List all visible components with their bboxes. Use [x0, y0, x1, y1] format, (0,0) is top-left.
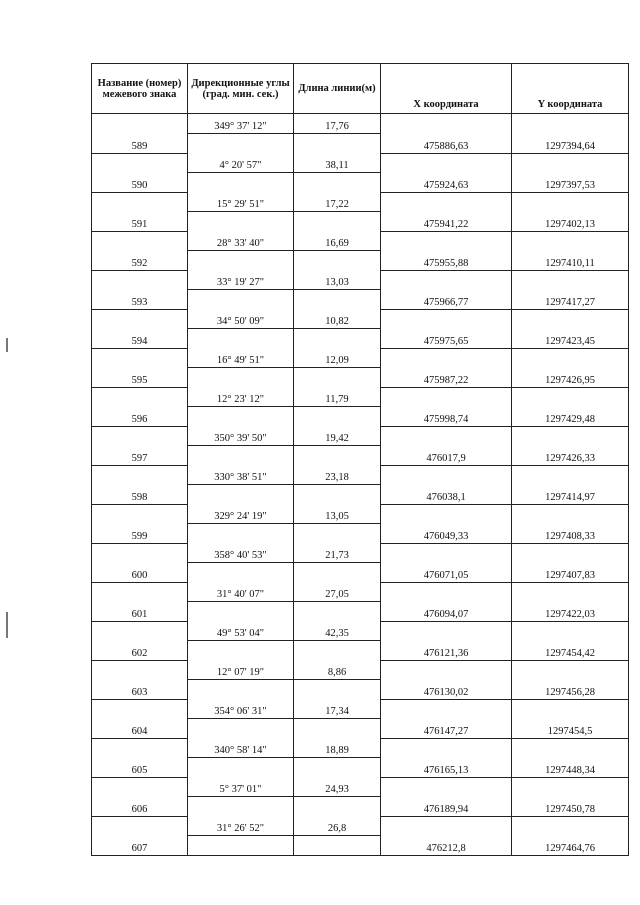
segment-angle: 31° 40' 07"	[188, 582, 294, 602]
y-coordinate: 1297426,95	[512, 368, 629, 388]
segment-length: 13,03	[294, 270, 381, 290]
segment-length: 17,34	[294, 699, 381, 719]
segment-length: 8,86	[294, 660, 381, 680]
table-row	[92, 797, 629, 817]
y-coordinate: 1297402,13	[512, 212, 629, 232]
mark-name: 590	[92, 173, 188, 193]
y-coordinate: 1297429,48	[512, 407, 629, 427]
table-row	[92, 329, 629, 349]
segment-angle: 354° 06' 31"	[188, 699, 294, 719]
table-row	[92, 192, 629, 212]
table-row	[92, 602, 629, 622]
segment-length: 17,22	[294, 192, 381, 212]
scan-artifact	[6, 612, 8, 638]
y-coordinate: 1297407,83	[512, 563, 629, 583]
table-row	[92, 738, 629, 758]
mark-name: 593	[92, 290, 188, 310]
x-coordinate: 476147,27	[381, 719, 512, 739]
mark-name: 604	[92, 719, 188, 739]
y-coordinate: 1297410,11	[512, 251, 629, 271]
segment-length: 38,11	[294, 153, 381, 173]
table-row	[92, 387, 629, 407]
x-coordinate: 475966,77	[381, 290, 512, 310]
x-coordinate: 476165,13	[381, 758, 512, 778]
table-row	[92, 563, 629, 583]
table-row	[92, 290, 629, 310]
segment-angle: 349° 37' 12"	[188, 114, 294, 134]
segment-length: 11,79	[294, 387, 381, 407]
mark-name: 599	[92, 524, 188, 544]
mark-name: 594	[92, 329, 188, 349]
table-row	[92, 309, 629, 329]
x-coordinate: 476121,36	[381, 641, 512, 661]
table-row	[92, 543, 629, 563]
segment-angle: 49° 53' 04"	[188, 621, 294, 641]
table-body	[92, 114, 629, 856]
mark-name: 603	[92, 680, 188, 700]
y-coordinate: 1297454,5	[512, 719, 629, 739]
mark-name: 597	[92, 446, 188, 466]
mark-name: 595	[92, 368, 188, 388]
x-coordinate: 476071,05	[381, 563, 512, 583]
segment-angle: 5° 37' 01"	[188, 777, 294, 797]
mark-name: 600	[92, 563, 188, 583]
y-coordinate: 1297456,28	[512, 680, 629, 700]
x-coordinate: 475987,22	[381, 368, 512, 388]
mark-name: 607	[92, 836, 188, 856]
segment-angle: 12° 07' 19"	[188, 660, 294, 680]
segment-length: 12,09	[294, 348, 381, 368]
x-coordinate: 476049,33	[381, 524, 512, 544]
y-coordinate: 1297422,03	[512, 602, 629, 622]
x-coordinate: 476017,9	[381, 446, 512, 466]
table-row	[92, 758, 629, 778]
table-row	[92, 485, 629, 505]
header-name: Название (номер) межевого знака	[92, 64, 188, 114]
y-coordinate: 1297417,27	[512, 290, 629, 310]
segment-length: 17,76	[294, 114, 381, 134]
mark-name: 602	[92, 641, 188, 661]
segment-angle: 329° 24' 19"	[188, 504, 294, 524]
segment-angle: 33° 19' 27"	[188, 270, 294, 290]
segment-length: 21,73	[294, 543, 381, 563]
header-x: X координата	[381, 64, 512, 114]
mark-name: 592	[92, 251, 188, 271]
table-row	[92, 426, 629, 446]
x-coordinate: 475955,88	[381, 251, 512, 271]
mark-name: 605	[92, 758, 188, 778]
table-row	[92, 504, 629, 524]
segment-angle: 358° 40' 53"	[188, 543, 294, 563]
segment-length: 16,69	[294, 231, 381, 251]
segment-angle: 12° 23' 12"	[188, 387, 294, 407]
header-angle: Дирекционные углы (град. мин. сек.)	[188, 64, 294, 114]
segment-angle: 16° 49' 51"	[188, 348, 294, 368]
y-coordinate: 1297394,64	[512, 134, 629, 154]
table-row	[92, 114, 629, 134]
segment-angle: 4° 20' 57"	[188, 153, 294, 173]
segment-angle: 31° 26' 52"	[188, 816, 294, 836]
boundary-marks-table-sheet	[91, 63, 628, 856]
table-row	[92, 641, 629, 661]
x-coordinate: 476189,94	[381, 797, 512, 817]
scan-artifact	[6, 338, 8, 352]
header-y: Y координата	[512, 64, 629, 114]
table-row	[92, 719, 629, 739]
x-coordinate: 475975,65	[381, 329, 512, 349]
table-row	[92, 524, 629, 544]
segment-length: 23,18	[294, 465, 381, 485]
y-coordinate: 1297448,34	[512, 758, 629, 778]
y-coordinate: 1297450,78	[512, 797, 629, 817]
segment-angle: 350° 39' 50"	[188, 426, 294, 446]
table-row	[92, 446, 629, 466]
table-row	[92, 270, 629, 290]
segment-length: 42,35	[294, 621, 381, 641]
segment-length: 13,05	[294, 504, 381, 524]
table-row	[92, 407, 629, 427]
segment-length: 26,8	[294, 816, 381, 836]
mark-name: 598	[92, 485, 188, 505]
x-coordinate: 475924,63	[381, 173, 512, 193]
table-row	[92, 816, 629, 836]
segment-length: 19,42	[294, 426, 381, 446]
table-row	[92, 368, 629, 388]
segment-length: 24,93	[294, 777, 381, 797]
y-coordinate: 1297414,97	[512, 485, 629, 505]
table-row	[92, 621, 629, 641]
table-row	[92, 777, 629, 797]
segment-angle: 34° 50' 09"	[188, 309, 294, 329]
mark-name: 606	[92, 797, 188, 817]
y-coordinate: 1297454,42	[512, 641, 629, 661]
table-row	[92, 173, 629, 193]
mark-name: 601	[92, 602, 188, 622]
x-coordinate: 476130,02	[381, 680, 512, 700]
segment-length: 10,82	[294, 309, 381, 329]
table-row	[92, 134, 629, 154]
segment-angle: 330° 38' 51"	[188, 465, 294, 485]
mark-name: 589	[92, 134, 188, 154]
table-row	[92, 660, 629, 680]
segment-length: 18,89	[294, 738, 381, 758]
table-row	[92, 212, 629, 232]
segment-angle: 15° 29' 51"	[188, 192, 294, 212]
x-coordinate: 475886,63	[381, 134, 512, 154]
x-coordinate: 475998,74	[381, 407, 512, 427]
y-coordinate: 1297408,33	[512, 524, 629, 544]
table-row	[92, 465, 629, 485]
header-length: Длина линии(м)	[294, 64, 381, 114]
segment-angle: 28° 33' 40"	[188, 231, 294, 251]
segment-length: 27,05	[294, 582, 381, 602]
segment-angle: 340° 58' 14"	[188, 738, 294, 758]
x-coordinate: 476212,8	[381, 836, 512, 856]
x-coordinate: 475941,22	[381, 212, 512, 232]
y-coordinate: 1297423,45	[512, 329, 629, 349]
table-row	[92, 251, 629, 271]
table-row	[92, 582, 629, 602]
table-row	[92, 680, 629, 700]
table-row	[92, 699, 629, 719]
y-coordinate: 1297397,53	[512, 173, 629, 193]
x-coordinate: 476094,07	[381, 602, 512, 622]
x-coordinate: 476038,1	[381, 485, 512, 505]
mark-name: 596	[92, 407, 188, 427]
mark-name: 591	[92, 212, 188, 232]
table-row	[92, 348, 629, 368]
y-coordinate: 1297426,33	[512, 446, 629, 466]
table-row	[92, 231, 629, 251]
y-coordinate: 1297464,76	[512, 836, 629, 856]
boundary-marks-table	[91, 63, 629, 856]
table-row	[92, 153, 629, 173]
table-row	[92, 836, 629, 856]
